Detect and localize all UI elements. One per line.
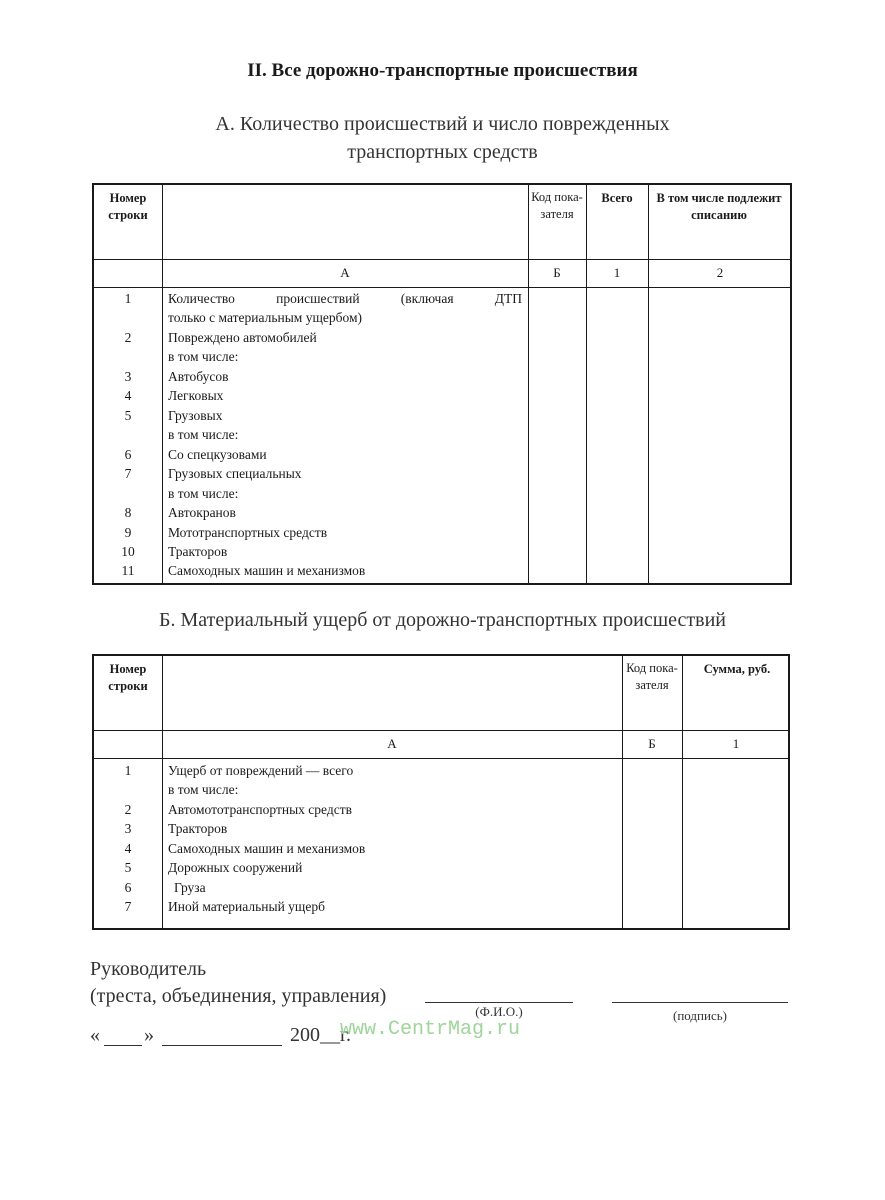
header-indicator-code: Код пока-зателя — [531, 190, 583, 221]
column-letter-1: 1 — [613, 265, 621, 280]
header-amount: Сумма, руб. — [703, 662, 771, 676]
date-open-quote: « — [90, 1024, 100, 1046]
row-label: Количество происшествий (включая ДТП — [168, 291, 522, 306]
header-total: Всего — [601, 191, 633, 205]
section-b-title: Б. Материальный ущерб от дорожно-транспортных происшествий — [158, 609, 727, 631]
row-label: Тракторов — [168, 544, 228, 559]
row-number: 10 — [121, 544, 135, 559]
column-letter-b: Б — [648, 736, 656, 751]
row-number: 7 — [124, 466, 132, 481]
row-label: Ущерб от повреждений — всего — [168, 763, 354, 778]
row-number: 5 — [124, 860, 132, 875]
row-label: в том числе: — [168, 427, 239, 442]
row-number: 3 — [124, 369, 132, 384]
row-label: Тракторов — [168, 821, 228, 836]
row-label: Груза — [174, 880, 206, 895]
row-label: Автобусов — [168, 369, 229, 384]
row-number: 11 — [121, 563, 135, 578]
date-day-line — [104, 1045, 142, 1046]
date-close-quote: » — [144, 1024, 154, 1046]
row-label: в том числе: — [168, 782, 239, 797]
row-label: Автокранов — [168, 505, 236, 520]
row-number: 2 — [124, 330, 132, 345]
header-row-number: Номер строки — [108, 191, 148, 222]
date-month-line — [162, 1045, 282, 1046]
column-letter-a: А — [340, 265, 350, 280]
header-indicator-code: Код пока-зателя — [626, 661, 678, 692]
row-label: Грузовых специальных — [168, 466, 302, 481]
row-number: 8 — [124, 505, 132, 520]
row-label: Автомототранспортных средств — [168, 802, 352, 817]
row-label: Дорожных сооружений — [168, 860, 303, 875]
signature-caption: (подпись) — [673, 1008, 727, 1023]
row-label: в том числе: — [168, 349, 239, 364]
signature-title: Руководитель — [90, 958, 207, 980]
row-number: 9 — [124, 525, 132, 540]
column-letter-b: Б — [553, 265, 561, 280]
row-label: в том числе: — [168, 486, 239, 501]
row-number: 6 — [124, 447, 132, 462]
section-a-title-line2: транспортных средств — [347, 141, 538, 163]
row-label: Самоходных машин и механизмов — [168, 563, 366, 578]
header-written-off: В том числе подлежит списанию — [656, 191, 782, 222]
row-label: Самоходных машин и механизмов — [168, 841, 366, 856]
column-letter-1: 1 — [732, 736, 740, 751]
date-year: 200__г. — [290, 1024, 351, 1046]
row-number: 4 — [124, 388, 132, 403]
table-b — [92, 654, 790, 930]
row-number: 1 — [124, 763, 132, 778]
row-number: 7 — [124, 899, 132, 914]
section-a-title-line1: А. Количество происшествий и число поврежденных — [215, 113, 670, 135]
watermark: www.CentrMag.ru — [340, 1018, 521, 1041]
row-label-continuation: только с материальным ущербом) — [168, 310, 363, 325]
column-letter-2: 2 — [716, 265, 724, 280]
row-label: Со спецкузовами — [168, 447, 267, 462]
fio-caption: (Ф.И.О.) — [475, 1004, 523, 1019]
column-letter-a: А — [387, 736, 397, 751]
signature-line — [612, 1002, 788, 1003]
page-title: II. Все дорожно-транспортные происшествия — [247, 60, 638, 81]
row-number: 6 — [124, 880, 132, 895]
row-number: 1 — [124, 291, 132, 306]
row-number: 2 — [124, 802, 132, 817]
header-row-number: Номер строки — [108, 662, 148, 693]
row-number: 3 — [124, 821, 132, 836]
section-a-title — [0, 110, 885, 166]
table-a — [92, 183, 792, 585]
row-number: 5 — [124, 408, 132, 423]
row-label: Легковых — [168, 388, 224, 403]
row-label: Грузовых — [168, 408, 223, 423]
signature-organization: (треста, объединения, управления) — [90, 985, 387, 1007]
fio-line — [425, 1002, 573, 1003]
row-label: Повреждено автомобилей — [168, 330, 317, 345]
row-label: Иной материальный ущерб — [168, 899, 325, 914]
row-label: Мототранспортных средств — [168, 525, 328, 540]
row-number: 4 — [124, 841, 132, 856]
